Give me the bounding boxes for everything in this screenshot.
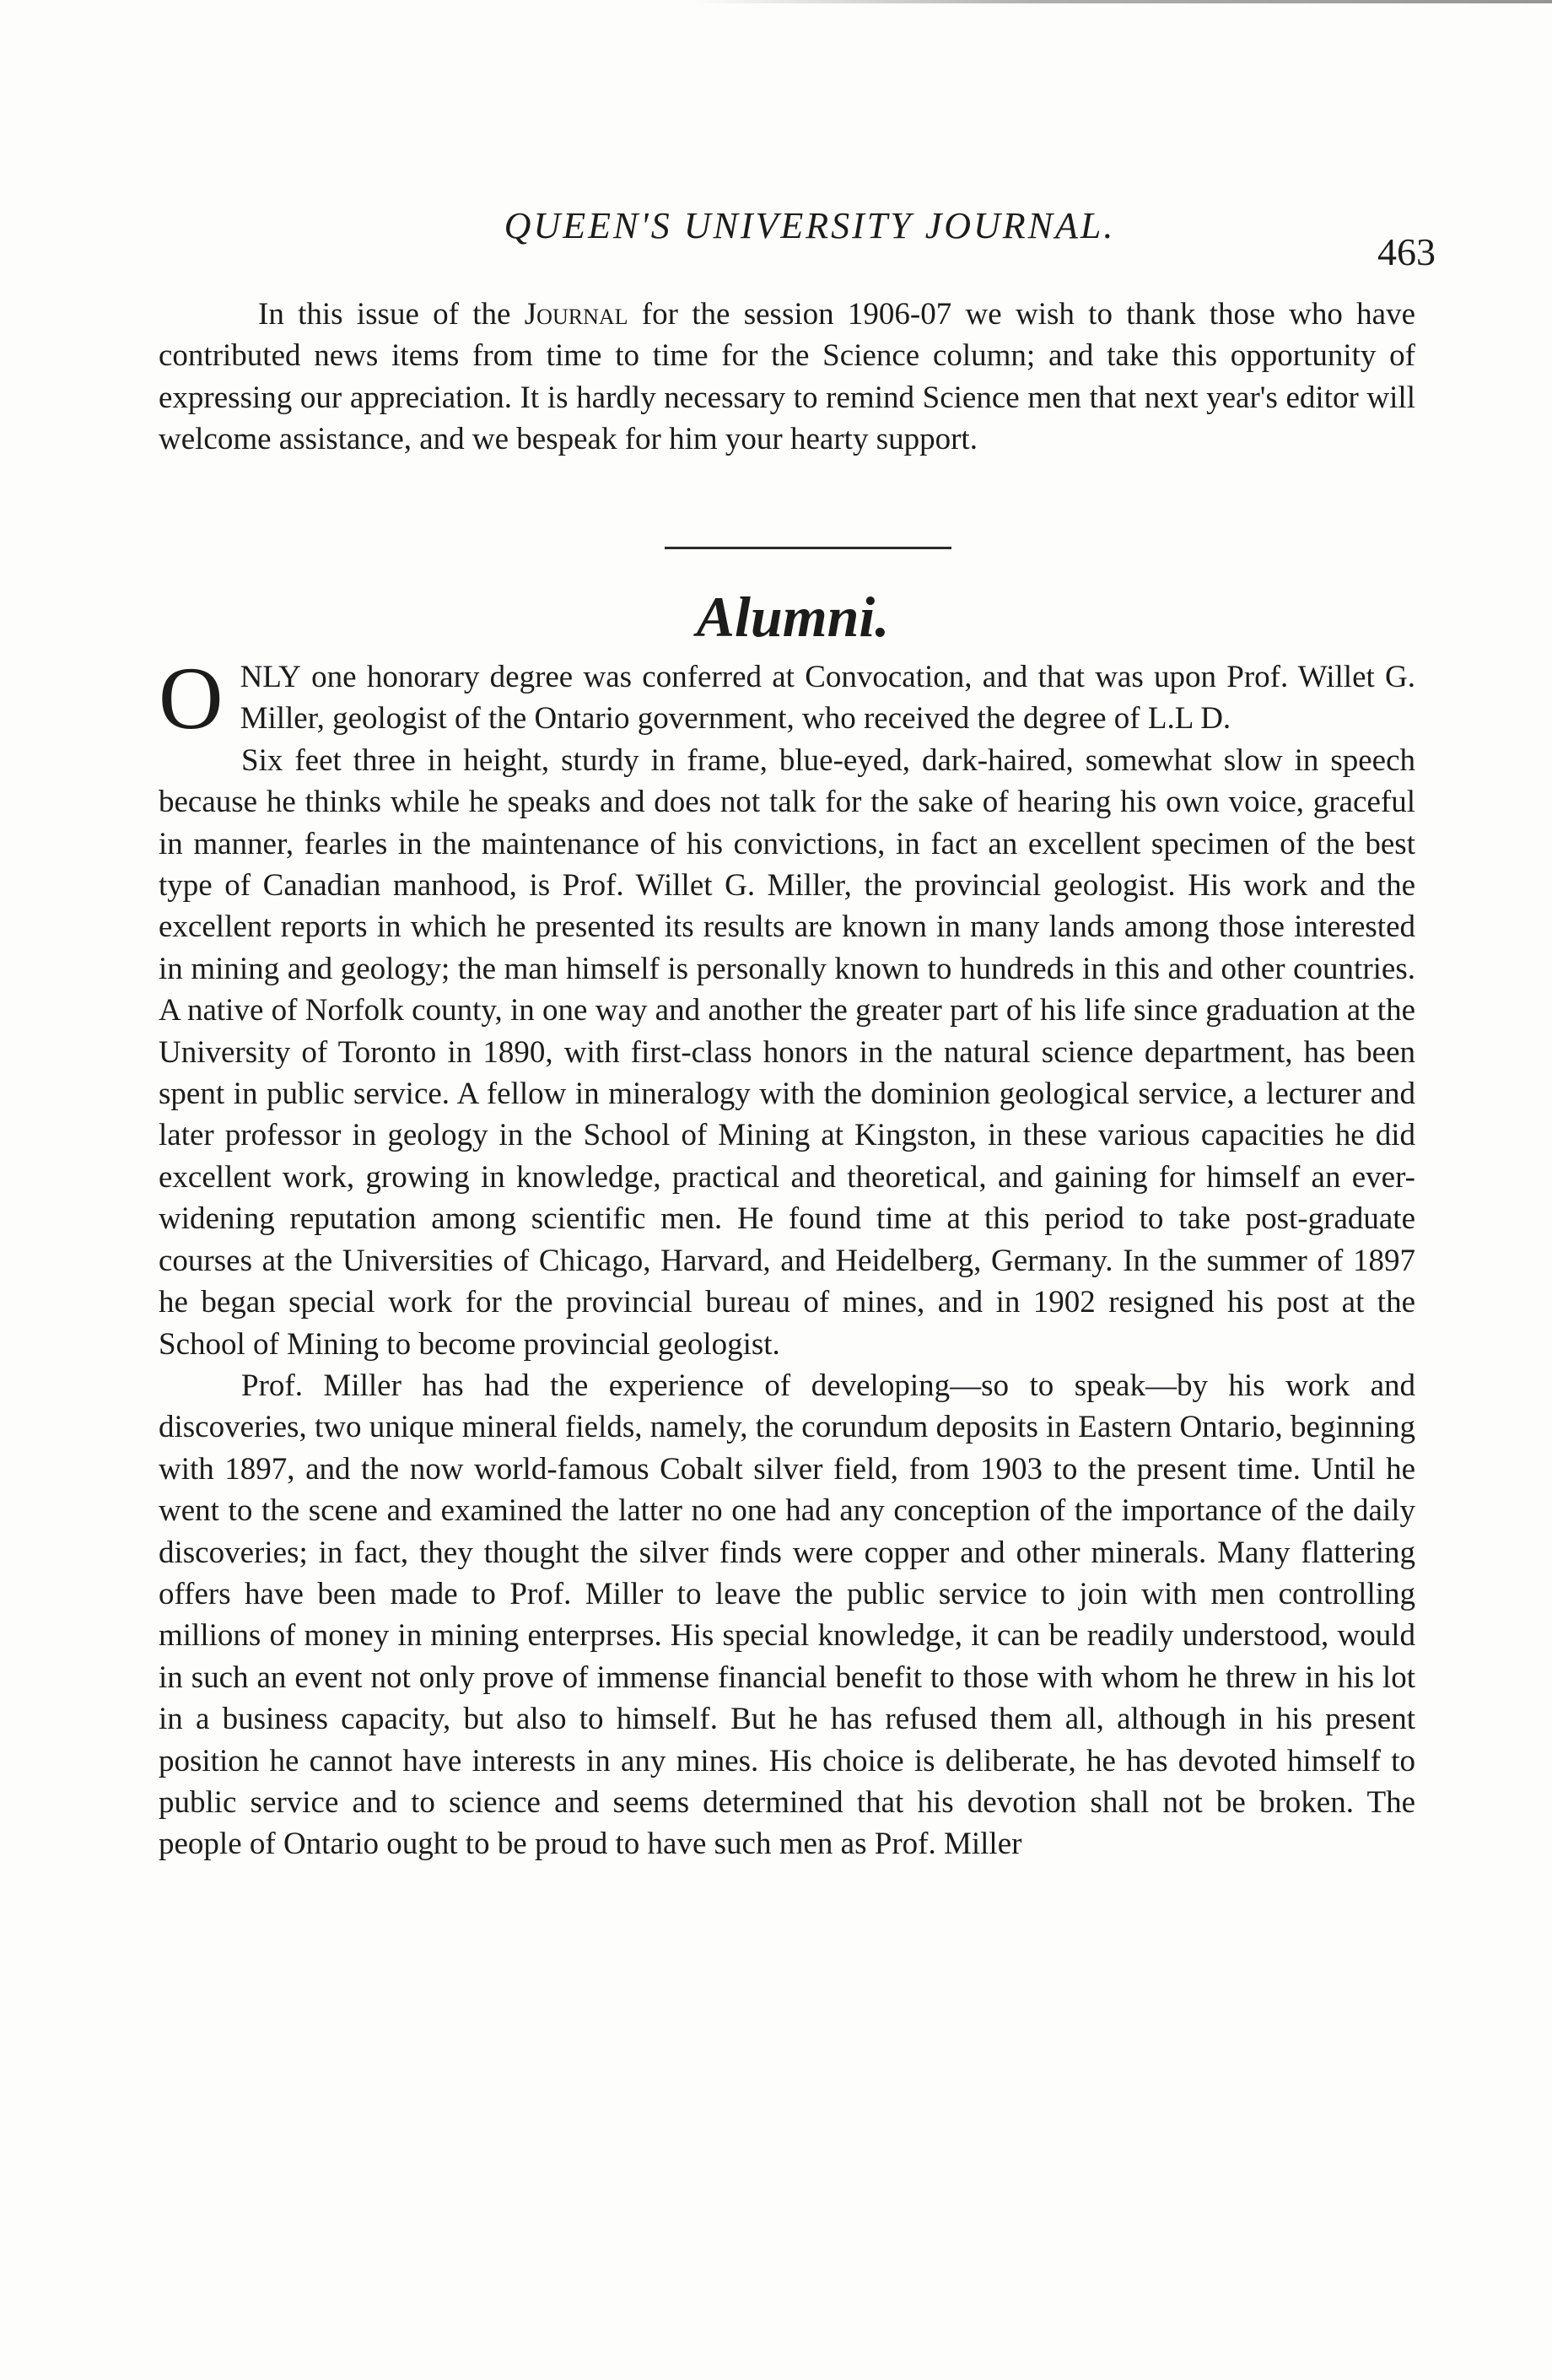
top-edge-line <box>692 0 1552 3</box>
page-number: 463 <box>1377 230 1436 273</box>
article-paragraph-1-text: one honorary degree was conferred at Convocation, and that was upon Prof. Willet G. Miller, geologist of the Ontario government, who received the degree of L.L D. <box>240 660 1415 737</box>
article-paragraph-3: Prof. Miller has had the experience of developing—so to speak—by his work and discoveries, two unique mineral fields, namely, the corundum deposits in Eastern Ontario, beginning with 1897, and the now world-famous Cobalt silver field, from 1903 to the present time. Until he went to the scene and examined the latter no one had any conception of the importance of the daily discoveries; in fact, they thought the silver finds were copper and other minerals. Many flattering offers have been made to Prof. Miller to leave the public service to join with men controlling millions of money in mining enterprses. His special knowledge, it can be readily understood, would in such an event not only prove of immense financial benefit to those with whom he threw in his lot in a business capacity, but also to himself. But he has refused them all, although in his present position he cannot have interests in any mines. His choice is deliberate, he has devoted himself to public service and to science and seems determined that his devotion shall not be broken. The people of Ontario ought to be proud to have such men as Prof. Miller <box>159 1368 1415 1862</box>
section-heading: Alumni. <box>696 585 890 649</box>
running-head: QUEEN'S UNIVERSITY JOURNAL. <box>504 205 1116 246</box>
notice-paragraph <box>159 294 1415 461</box>
article-body <box>159 649 1415 1865</box>
article-paragraph-1 <box>159 649 1415 747</box>
notice-paragraph-block <box>159 294 1415 461</box>
drop-cap: O <box>159 649 224 747</box>
first-word: NLY <box>240 660 301 694</box>
section-divider <box>665 547 951 549</box>
notice-lead: In this issue of the <box>258 297 525 332</box>
article-paragraph-2: Six feet three in height, sturdy in frame, blue-eyed, dark-haired, somewhat slow in speech because he thinks while he speaks and does not talk for the sake of hearing his own voice, graceful in manner, fearles in the maintenance of his convictions, in fact an excellent specimen of the best type of Canadian manhood, is Prof. Willet G. Miller, the provincial geologist. His work and the excellent reports in which he presented its results are known in many lands among those interested in mining and geology; the man himself is personally known to hundreds in this and other countries. A native of Norfolk county, in one way and another the greater part of his life since graduation at the University of Toronto in 1890, with first-class honors in the natural science department, has been spent in public service. A fellow in mineralogy with the dominion geological service, a lecturer and later professor in geology in the School of Mining at Kingston, in these various capacities he did excellent work, growing in knowledge, practical and theoretical, and gaining for himself an ever-widening reputation among scientific men. He found time at this period to take post-graduate courses at the Universities of Chicago, Harvard, and Heidelberg, Germany. In the summer of 1897 he began special work for the provincial bureau of mines, and in 1902 resigned his post at the School of Mining to become provincial geologist. <box>159 742 1415 1362</box>
notice-body: for the session 1906-07 we wish to thank those who have contributed news items from time to time for the Science column; and take this opportunity of expressing our appreciation. It is hardly necessary to remind Science men that next year's editor will welcome assistance, and we bespeak for him your hearty support. <box>159 297 1415 457</box>
journal-name: Journal <box>524 297 628 332</box>
